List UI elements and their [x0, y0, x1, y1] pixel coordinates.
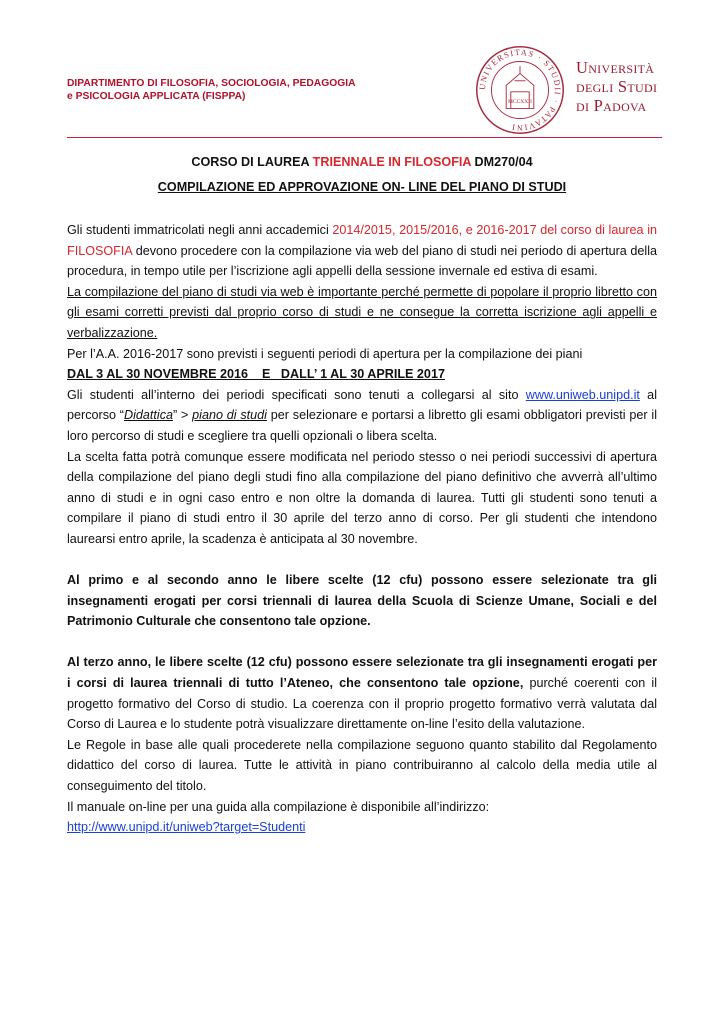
spacer: [67, 550, 657, 571]
paragraph-dates: DAL 3 AL 30 NOVEMBRE 2016 E DALL’ 1 AL 30 APRILE 2017: [67, 367, 445, 382]
university-name: [576, 58, 657, 115]
document-subtitle: COMPILAZIONE ED APPROVAZIONE ON- LINE DEL PIANO DI STUDI: [157, 180, 567, 194]
department-line-1: DIPARTIMENTO DI FILOSOFIA, SOCIOLOGIA, PEDAGOGIA: [67, 78, 356, 89]
paragraph-manual: Il manuale on-line per una guida alla compilazione è disponibile all’indirizzo:: [67, 799, 490, 814]
intro-text-b: devono procedere con la compilazione via web del piano di studi nei periodo di apertura della procedura, in tempo utile per l’iscrizione agli appelli della sessione invernale ed estiva di esami.: [67, 243, 657, 279]
paragraph-periods: Per l’A.A. 2016-2017 sono previsti i seguenti periodi di apertura per la compilazione dei piani: [67, 346, 583, 361]
paragraph-third-year: [67, 652, 657, 734]
access-path-sep: ” >: [173, 408, 193, 423]
department-name: [67, 77, 387, 103]
paragraph-modifications: La scelta fatta potrà comunque essere modificata nel periodo stesso o nei periodi successivi di apertura della compilazione del piano degli studi fino alla compilazione del piano definitivo che avverrà all’ultimo anno di studi e in ogni caso entro e non oltre la domanda di laurea. Tutti gli studenti sono tenuti a compilare il piano di studi entro il 30 aprile del terzo anno di corso. Per gli studenti che intendono laurearsi entro aprile, la scadenza è anticipata al 30 novembre.: [67, 449, 657, 546]
paragraph-importance: La compilazione del piano di studi via web è importante perché permette di popolare il proprio libretto con gli esami corretti previsti dal proprio corso di studi e ne consegue la corretta iscrizione agli appelli e verbalizzazione.: [67, 284, 657, 340]
third-year-text: purché coerenti con il progetto formativo del Corso di studio. La coerenza con il proprio progetto formativo verrà valutata dal Corso di Laurea e lo studente potrà visualizzare direttamente on-line l’esito della valutazione.: [67, 676, 657, 732]
uniweb-link[interactable]: www.uniweb.unipd.it: [525, 387, 640, 402]
access-text-a: Gli studenti all’interno dei periodi specificati sono tenuti a collegarsi al sito: [67, 387, 526, 402]
title-suffix: DM270/04: [471, 155, 533, 169]
spacer: [67, 632, 657, 653]
seal-ring-text: UNIVERSITAS · STUDII · PATAVINI: [477, 47, 562, 133]
manual-link-line: [67, 817, 657, 838]
seal-center-text: MCCXXII: [508, 98, 532, 105]
manual-link[interactable]: http://www.unipd.it/uniweb?target=Studenti: [67, 820, 306, 835]
third-year-bold: Al terzo anno, le libere scelte (12 cfu) possono essere selezionate tra gli insegnamenti erogati per i corsi di laurea triennali di tutto l’Ateneo, che consentono tale opzione,: [67, 655, 657, 691]
paragraph-intro: [67, 220, 657, 282]
title-prefix: CORSO DI LAUREA: [191, 155, 313, 169]
document-title: [67, 155, 657, 169]
university-name-line-2: degli Studi: [576, 77, 658, 96]
university-name-line-3: di Padova: [576, 96, 647, 115]
access-text-b: al percorso “: [67, 387, 657, 423]
intro-text-a: Gli studenti immatricolati negli anni accademici: [67, 223, 333, 237]
university-name-line-1: Università: [576, 58, 655, 77]
title-course: TRIENNALE IN FILOSOFIA: [312, 155, 472, 169]
paragraph-rules: Le Regole in base alle quali procederete nella compilazione seguono quanto stabilito dal Regolamento didattico del corso di laurea. Tutte le attività in piano contribuiranno al calcolo della media utile al conseguimento del titolo.: [67, 737, 657, 794]
paragraph-first-second-year: Al primo e al secondo anno le libere scelte (12 cfu) possono essere selezionate tra gli insegnamenti erogati per corsi triennali di laurea della Scuola di Scienze Umane, Sociali e del Patrimonio Culturale che consentono tale opzione.: [67, 573, 657, 629]
access-path-piano: piano di studi: [192, 408, 267, 423]
intro-years-highlight: 2014/2015, 2015/2016, e 2016-2017 del corso di laurea in FILOSOFIA: [67, 223, 657, 258]
document-body: [67, 220, 657, 838]
access-path-didattica: Didattica: [124, 408, 173, 423]
header-divider: [67, 137, 662, 138]
university-seal-icon: [474, 44, 566, 136]
paragraph-access: [67, 385, 657, 447]
svg-text:UNIVERSITAS · STUDII · PATAVIN: [478, 48, 562, 132]
department-line-2: e PSICOLOGIA APPLICATA (FISPPA): [67, 91, 246, 102]
access-text-c: per selezionare e portarsi a libretto gli esami obbligatori previsti per il loro percorso di studi e scegliere tra quelli opzionali o libera scelta.: [67, 408, 657, 443]
